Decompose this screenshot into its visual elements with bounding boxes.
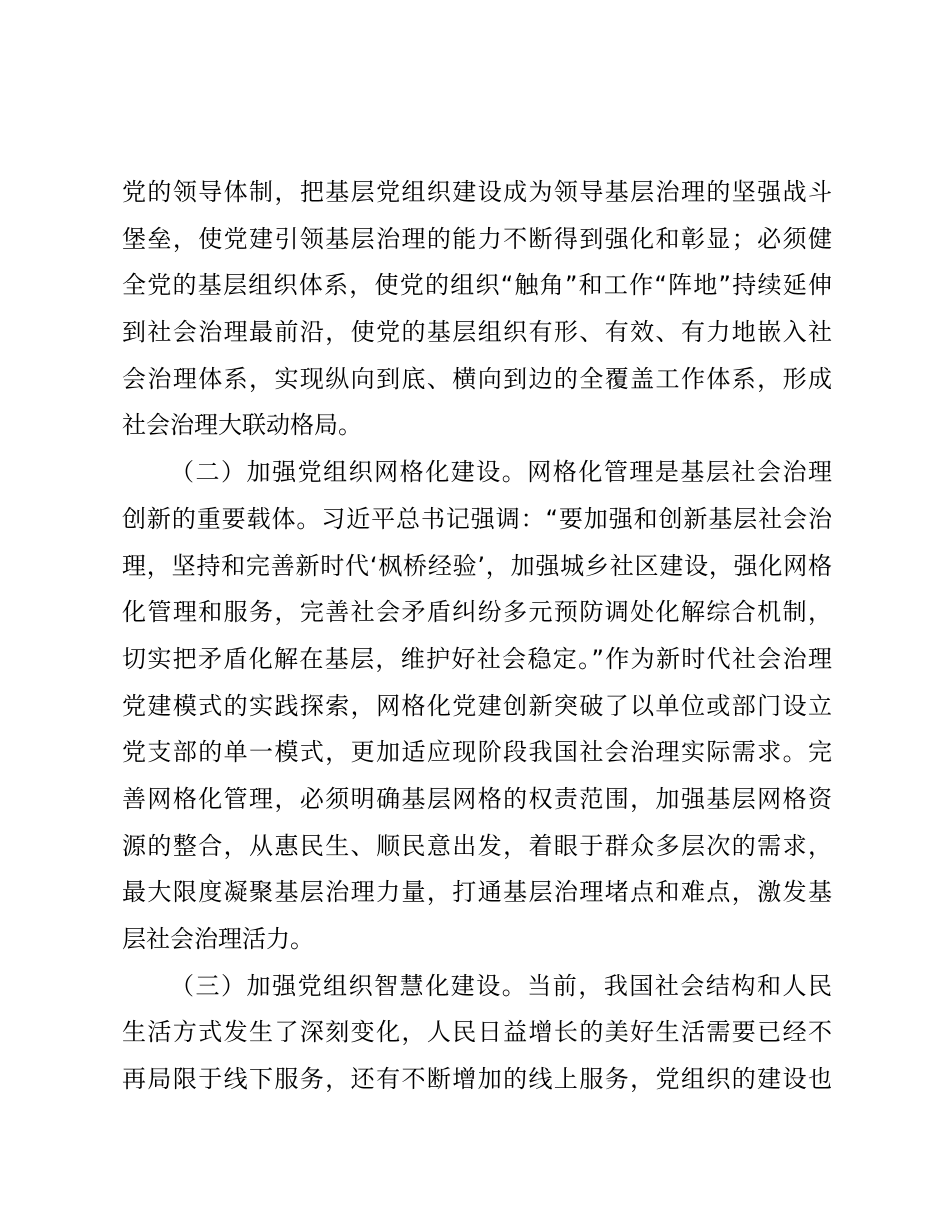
text-line: 堡垒，使党建引领基层治理的能力不断得到强化和彰显；必须健: [122, 224, 832, 253]
text-line: 到社会治理最前沿，使党的基层组织有形、有效、有力地嵌入社: [122, 318, 832, 347]
text-line: 化管理和服务，完善社会矛盾纠纷多元预防调处化解综合机制，: [122, 598, 832, 627]
text-line: 党建模式的实践探索，网格化党建创新突破了以单位或部门设立: [122, 691, 832, 720]
text-line: 再局限于线下服务，还有不断增加的线上服务，党组织的建设也: [122, 1065, 832, 1094]
text-line: 党支部的单一模式，更加适应现阶段我国社会治理实际需求。完: [122, 738, 832, 767]
text-line: 全党的基层组织体系，使党的组织“触角”和工作“阵地”持续延伸: [122, 271, 832, 300]
text-line: 创新的重要载体。习近平总书记强调：“要加强和创新基层社会治: [122, 504, 832, 533]
text-line: 最大限度凝聚基层治理力量，打通基层治理堵点和难点，激发基: [122, 878, 832, 907]
text-line: 理，坚持和完善新时代‘枫桥经验’，加强城乡社区建设，强化网格: [122, 551, 832, 580]
text-line: 生活方式发生了深刻变化，人民日益增长的美好生活需要已经不: [122, 1018, 832, 1047]
text-line: 党的领导体制，把基层党组织建设成为领导基层治理的坚强战斗: [122, 178, 832, 206]
text-line: 善网格化管理，必须明确基层网格的权责范围，加强基层网格资: [122, 784, 832, 813]
text-line: 切实把矛盾化解在基层，维护好社会稳定。”作为新时代社会治理: [122, 644, 832, 673]
paragraph-end-line: 社会治理大联动格局。: [122, 411, 362, 440]
body-text: [122, 169, 832, 1103]
paragraph-heading-line: （二）加强党组织网格化建设。网格化管理是基层社会治理: [170, 458, 832, 487]
paragraph-heading-line: （三）加强党组织智慧化建设。当前，我国社会结构和人民: [170, 971, 832, 1000]
text-line: 会治理体系，实现纵向到底、横向到边的全覆盖工作体系，形成: [122, 364, 832, 393]
paragraph-end-line: 层社会治理活力。: [122, 925, 314, 953]
text-line: 源的整合，从惠民生、顺民意出发，着眼于群众多层次的需求，: [122, 831, 832, 860]
